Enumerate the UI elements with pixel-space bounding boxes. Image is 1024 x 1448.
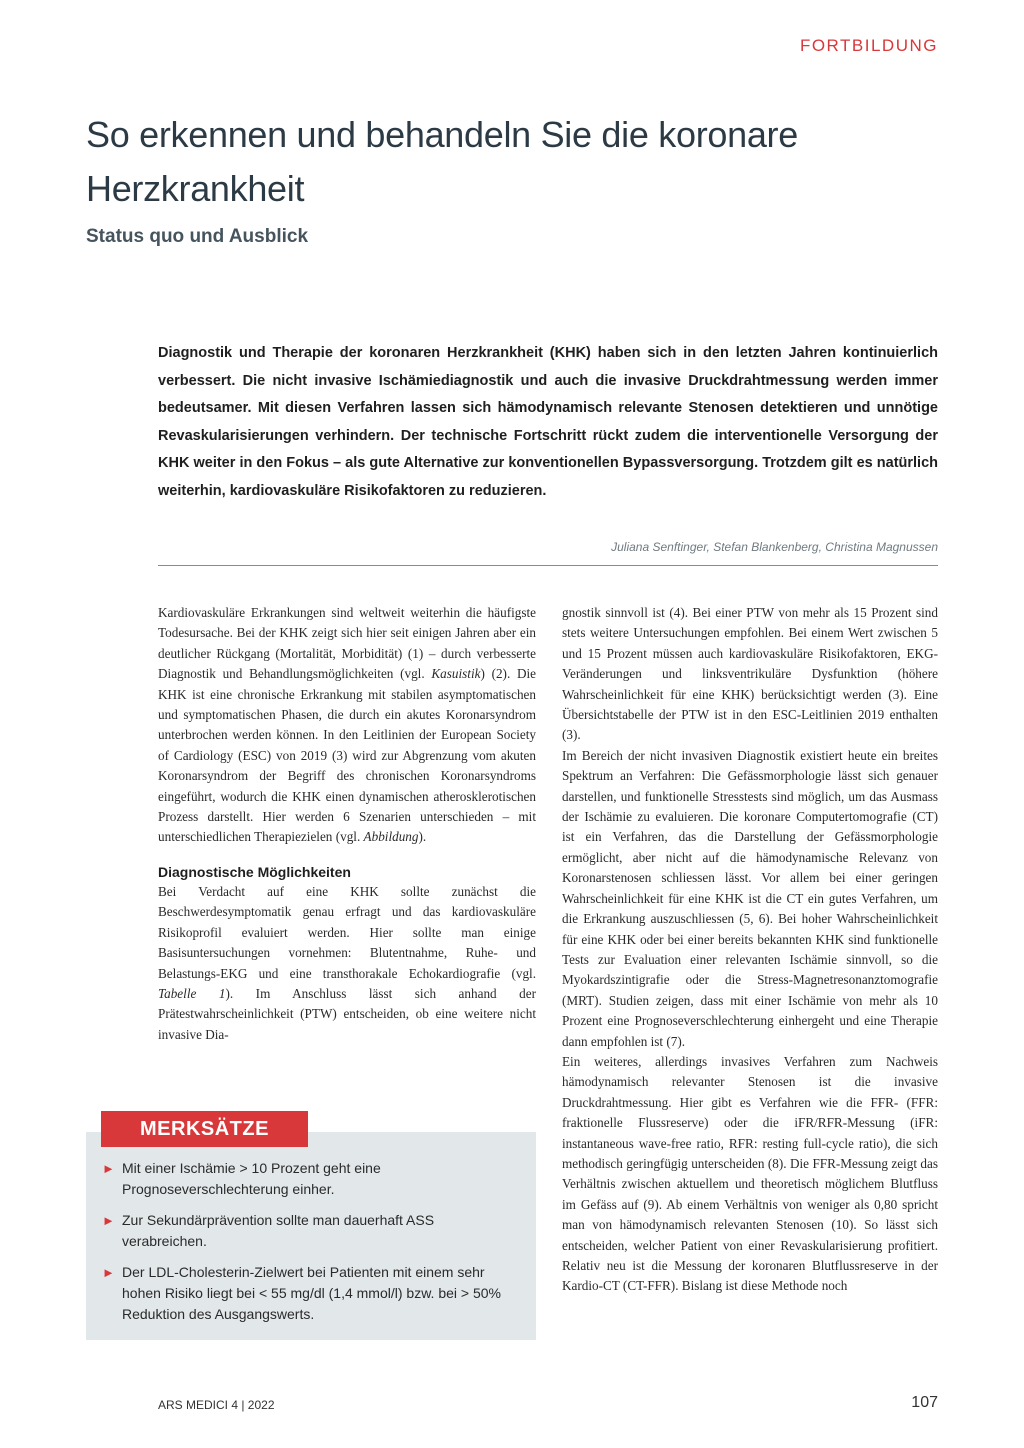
key-points-label: MERKSÄTZE xyxy=(101,1111,308,1147)
text-run: ) (2). Die KHK ist eine chronische Erkrankung mit stabilen asymptomatischen und symptomatischen Phasen, die durch ein akutes Koronarsyndrom unterbrochen werden können. In den Leitlinien der European Society of Cardiology (ESC) von 2019 (3) wird zur Abgrenzung vom akuten Koronarsyndrom der Begriff des chronischen Koronarsyndroms eingeführt, wodurch die KHK einen dynamischen atherosklerotischen Prozess darstellt. Hier werden 6 Szenarien unterschieden – mit unterschiedlichen Therapiezielen (vgl. xyxy=(158,666,537,845)
divider-line xyxy=(158,565,938,566)
key-point-text: Mit einer Ischämie > 10 Prozent geht eine Prognoseverschlechterung einher. xyxy=(122,1160,381,1197)
bullet-arrow-icon: ► xyxy=(102,1213,115,1228)
right-column xyxy=(562,603,938,1297)
reference-kasuistik: Kasuistik xyxy=(431,666,481,682)
body-paragraph: gnostik sinnvoll ist (4). Bei einer PTW von mehr als 15 Prozent sind stets weitere Untersuchungen empfohlen. Bei einem Wert zwischen 5 und 15 Prozent müssen auch kardiovaskuläre Risikofaktoren, EKG-Veränderungen und linksventrikuläre Dysfunktion (höhere Wahrscheinlichkeit für eine KHK) berücksichtigt werden (3). Eine Übersichtstabelle der PTW ist in den ESC-Leitlinien 2019 enthalten (3). xyxy=(562,605,938,743)
body-paragraph: Ein weiteres, allerdings invasives Verfahren zum Nachweis hämodynamisch relevanter Stenosen ist die invasive Druckdrahtmessung. Hier gibt es Verfahren wie die FFR- (FFR: fraktionelle Flussreserve) oder die iFR/RFR-Messung (iFR: instantaneous wave-free ratio, RFR: resting full-cycle ratio), die sich methodisch geringfügig unterscheiden (8). Die FFR-Messung zeigt das Verhältnis zwischen aktuellem und theoretisch möglichem Blutfluss im Gefäss auf (9). Ab einem Verhältnis von weniger als 0,80 spricht man von hämodynamisch relevanten Stenosen (10). So lässt sich entscheiden, welcher Patient von einer Revaskularisierung profitiert. Relativ neu ist die Messung der koronaren Blutflussreserve in der Kardio-CT (CT-FFR). Bislang ist diese Methode noch xyxy=(562,1053,938,1294)
key-point-item xyxy=(102,1210,522,1252)
key-point-item xyxy=(102,1262,522,1325)
journal-footer: ARS MEDICI 4 | 2022 xyxy=(158,1398,275,1412)
key-point-text: Der LDL-Cholesterin-Zielwert bei Patienten mit einem sehr hohen Risiko liegt bei < 55 mg/dl (1,4 mmol/l) bzw. bei > 50% Reduktion des Ausgangswerts. xyxy=(122,1264,501,1322)
text-run: Bei Verdacht auf eine KHK sollte zunächst die Beschwerdesymptomatik genau erfragt und das kardiovaskuläre Risikoprofil evaluiert werden. Hier sollte man einige Basisuntersuchungen vornehmen: Blutentnahme, Ruhe- und Belastungs-EKG und eine transthorakale Echokardiografie (vgl. xyxy=(158,883,536,981)
left-column xyxy=(158,603,536,1045)
section-tag: FORTBILDUNG xyxy=(799,36,938,55)
section-heading: Diagnostische Möglichkeiten xyxy=(158,863,351,880)
article-title: So erkennen und behandeln Sie die koronare Herzkrankheit xyxy=(86,114,798,209)
bullet-arrow-icon: ► xyxy=(102,1161,115,1176)
text-run: ). xyxy=(418,829,427,845)
reference-abbildung: Abbildung xyxy=(363,829,419,845)
lead-paragraph: Diagnostik und Therapie der koronaren Herzkrankheit (KHK) haben sich in den letzten Jahren kontinuierlich verbessert. Die nicht invasive Ischämiediagnostik und auch die invasive Druckdrahtmessung werden immer bedeutsamer. Mit diesen Verfahren lassen sich hämodynamisch relevante Stenosen detektieren und unnötige Revaskularisierungen verhindern. Der technische Fortschritt rückt zudem die interventionelle Versorgung der KHK weiter in den Fokus – als gute Alternative zur konventionellen Bypassversorgung. Trotzdem gilt es natürlich weiterhin, kardiovaskuläre Risikofaktoren zu reduzieren. xyxy=(158,345,938,499)
authors-line: Juliana Senftinger, Stefan Blankenberg, Christina Magnussen xyxy=(611,540,938,554)
article-subtitle: Status quo und Ausblick xyxy=(86,226,309,247)
key-point-text: Zur Sekundärprävention sollte man dauerhaft ASS verabreichen. xyxy=(122,1212,435,1249)
diagnostics-paragraph xyxy=(158,882,536,1045)
key-points-list xyxy=(102,1158,522,1335)
text-run: Kardiovaskuläre Erkrankungen sind weltweit weiterhin die häufigste Todesursache. Bei der KHK zeigt sich hier seit einigen Jahren aber ein deutlicher Rückgang (Mortalität, Morbidität) (1) – durch verbesserte Diagnostik und Behandlungsmöglichkeiten (vgl. xyxy=(158,605,536,682)
key-points-box xyxy=(86,1132,536,1340)
body-paragraph: Im Bereich der nicht invasiven Diagnostik existiert heute ein breites Spektrum an Verfahren: Die Gefässmorphologie lässt sich genauer darstellen, und funktionelle Stresstests sind möglich, um das Ausmass der Ischämie zu evaluieren. Die koronare Computertomografie (CT) ist ein Verfahren, das die Darstellung der Gefässmorphologie ermöglicht, aber nicht auf die hämodynamische Relevanz von Koronarstenosen schliessen lässt. Vor allem bei einer geringen Wahrscheinlichkeit für eine KHK ist die CT ein gutes Verfahren, um die Erkrankung auszuschliessen (5, 6). Bei hoher Wahrscheinlichkeit für eine KHK oder bei einer bereits bekannten KHK sind funktionelle Tests zur Evaluation einer relevanten Ischämie sinnvoll, so die Myokardszintigrafie oder die Stress-Magnetresonanztomografie (MRT). Studien zeigen, dass mit einer Ischämie von mehr als 10 Prozent eine Prognoseverschlechterung einhergeht und eine Therapie dann empfohlen ist (7). xyxy=(562,747,938,1049)
key-point-item xyxy=(102,1158,522,1200)
text-run: ). Im Anschluss lässt sich anhand der Prätestwahrscheinlichkeit (PTW) entscheiden, ob eine weitere nicht invasive Dia- xyxy=(158,985,536,1042)
intro-paragraph xyxy=(158,603,536,848)
page-number: 107 xyxy=(911,1394,938,1411)
bullet-arrow-icon: ► xyxy=(102,1265,115,1280)
reference-tabelle: Tabelle 1 xyxy=(158,985,226,1001)
